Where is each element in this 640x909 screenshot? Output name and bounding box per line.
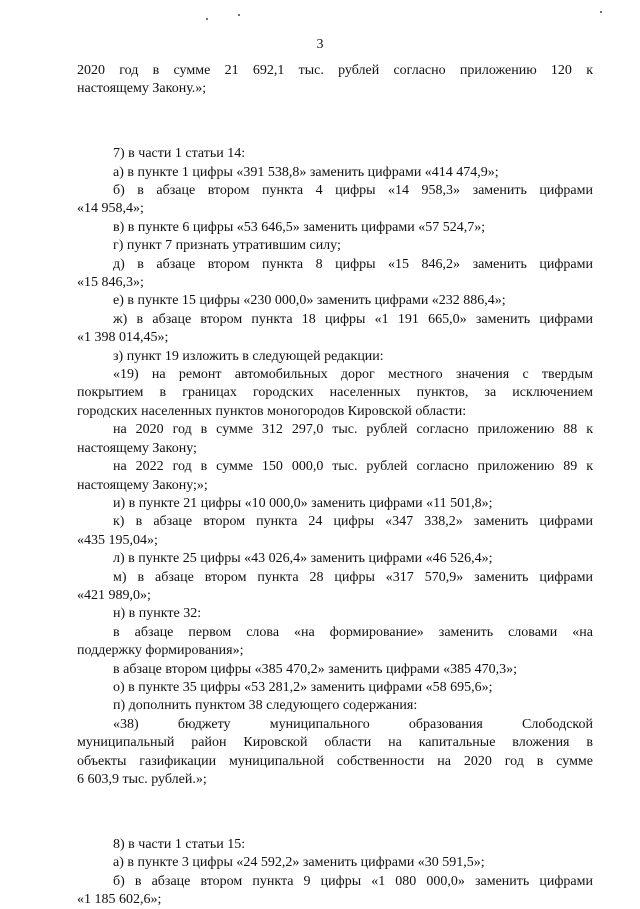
- text-line: м) в абзаце втором пункта 28 цифры «317 570,9» заменить цифрами: [113, 569, 593, 585]
- text-line: 6 603,9 тыс. рублей.»;: [77, 772, 207, 788]
- text-line: поддержку формирования»;: [77, 643, 244, 659]
- text-line: в) в пункте 6 цифры «53 646,5» заменить цифрами «57 524,7»;: [113, 219, 486, 235]
- text-line: на 2020 год в сумме 312 297,0 тыс. рублей согласно приложению 88 к: [113, 422, 593, 438]
- text-line: а) в пункте 1 цифры «391 538,8» заменить цифрами «414 474,9»;: [113, 164, 499, 180]
- text-line: настоящему Закону;»;: [77, 477, 208, 493]
- text-line: «14 958,4»;: [77, 201, 144, 217]
- text-line: городских населенных пунктов моногородов Кировской области:: [77, 403, 467, 419]
- document-body: [77, 62, 593, 909]
- text-line: п) дополнить пунктом 38 следующего содержания:: [113, 698, 418, 714]
- text-line: «19) на ремонт автомобильных дорог местного значения с твердым: [113, 367, 593, 383]
- scan-speck: [238, 14, 240, 16]
- text-line: и) в пункте 21 цифры «10 000,0» заменить цифрами «11 501,8»;: [113, 495, 493, 511]
- scan-speck: [206, 18, 208, 20]
- text-line: покрытием в границах городских населенных пунктов, за исключением: [77, 385, 593, 401]
- text-line: в абзаце втором цифры «385 470,2» заменить цифрами «385 470,3»;: [113, 661, 517, 677]
- text-line: «15 846,3»;: [77, 275, 144, 291]
- text-line: а) в пункте 3 цифры «24 592,2» заменить цифрами «30 591,5»;: [113, 855, 485, 871]
- text-line: з) пункт 19 изложить в следующей редакции:: [113, 348, 384, 364]
- text-line: настоящему Закону.»;: [77, 81, 207, 97]
- text-line: ж) в абзаце втором пункта 18 цифры «1 191 665,0» заменить цифрами: [113, 311, 593, 327]
- text-line: б) в абзаце втором пункта 9 цифры «1 080 000,0» заменить цифрами: [113, 873, 593, 889]
- text-line: «1 185 602,6»;: [77, 892, 162, 908]
- text-line: объекты газификации муниципальной собственности на 2020 год в сумме: [77, 753, 593, 769]
- text-line: л) в пункте 25 цифры «43 026,4» заменить цифрами «46 526,4»;: [113, 551, 493, 567]
- text-line: «421 989,0»;: [77, 587, 151, 603]
- text-line: г) пункт 7 признать утратившим силу;: [113, 238, 341, 254]
- scan-speck: [600, 11, 602, 13]
- text-line: е) в пункте 15 цифры «230 000,0» заменить цифрами «232 886,4»;: [113, 293, 506, 309]
- text-line: 8) в части 1 статьи 15:: [113, 836, 246, 852]
- text-line: на 2022 год в сумме 150 000,0 тыс. рублей согласно приложению 89 к: [113, 459, 593, 475]
- text-line: б) в абзаце втором пункта 4 цифры «14 958,3» заменить цифрами: [113, 183, 593, 199]
- text-line: «435 195,04»;: [77, 532, 158, 548]
- text-line: в абзаце первом слова «на формирование» заменить словами «на: [113, 624, 593, 640]
- blank-line: [77, 803, 593, 821]
- text-line: 2020 год в сумме 21 692,1 тыс. рублей согласно приложению 120 к: [77, 63, 593, 78]
- text-line: муниципальный район Кировской области на капитальные вложения в: [77, 735, 593, 751]
- text-line: настоящему Закону;: [77, 440, 197, 456]
- text-line: н) в пункте 32:: [113, 606, 202, 622]
- text-line: о) в пункте 35 цифры «53 281,2» заменить цифрами «58 695,6»;: [113, 679, 493, 695]
- text-line: д) в абзаце втором пункта 8 цифры «15 846,2» заменить цифрами: [113, 256, 593, 272]
- text-line: 7) в части 1 статьи 14:: [113, 146, 246, 162]
- text-line: «1 398 014,45»;: [77, 330, 169, 346]
- text-line: «38) бюджету муниципального образования Слободской: [113, 716, 593, 732]
- blank-line: [77, 113, 593, 131]
- page-number: 3: [316, 37, 324, 52]
- text-line: к) в абзаце втором пункта 24 цифры «347 338,2» заменить цифрами: [113, 514, 593, 530]
